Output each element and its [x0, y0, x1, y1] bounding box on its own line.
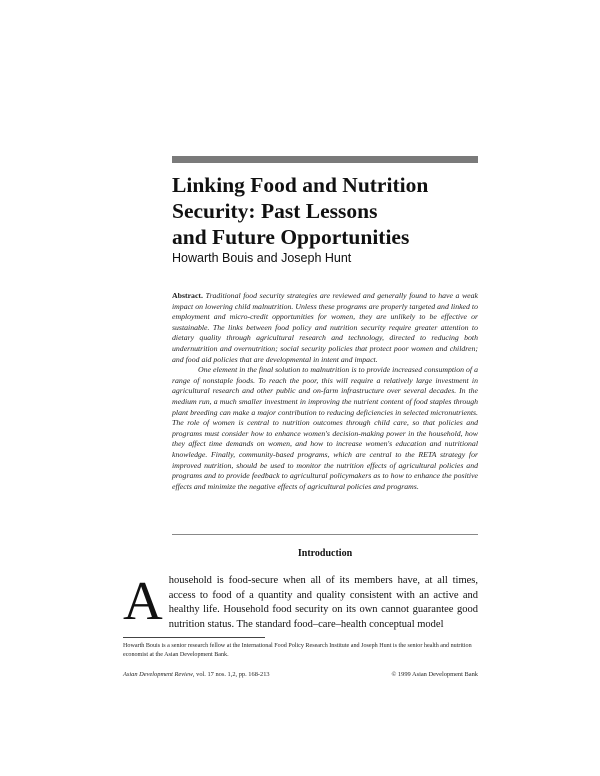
- citation-details: , vol. 17 nos. 1,2, pp. 168-213: [192, 671, 270, 678]
- footnote-rule: [123, 637, 265, 638]
- abstract-divider: [172, 534, 478, 535]
- introduction-paragraph: [123, 570, 478, 632]
- abstract-paragraph: [172, 291, 478, 365]
- article-title: [172, 172, 492, 250]
- journal-name: Asian Development Review: [123, 671, 193, 678]
- copyright-notice: © 1999 Asian Development Bank: [391, 671, 478, 678]
- drop-cap: A: [123, 570, 163, 631]
- abstract-text: Traditional food security strategies are reviewed and generally found to have a weak impact on lowering child malnutrition. Unless these programs are properly targeted and linked to employment and micro-credit opportunities for women, they are unlikely to be effective or sustainable. The links between food policy and nutrition security require greater attention to dietary quality through agricultural research and technology, directed to reducing both undernutrition and overnutrition; social security policies that protect poor women and children; and food aid policies that are developmental in intent and impact.: [172, 291, 478, 364]
- title-decorative-bar: [172, 156, 478, 163]
- abstract: [172, 291, 478, 492]
- title-line: Security: Past Lessons: [172, 199, 378, 223]
- journal-citation: [123, 671, 270, 678]
- section-heading: Introduction: [297, 548, 353, 559]
- author-footnote: Howarth Bouis is a senior research fellow at the International Food Policy Research Institute and Joseph Hunt is the senior health and nutrition economist at the Asian Development Bank.: [123, 643, 472, 658]
- title-line: and Future Opportunities: [172, 225, 410, 249]
- article-authors: Howarth Bouis and Joseph Hunt: [172, 251, 352, 265]
- title-line: Linking Food and Nutrition: [172, 173, 429, 197]
- introduction-text: household is food-secure when all of its members have, at all times, access to food of a quantity and quality consistent with an active and healthy life. Household food security on its own cannot guarantee good nutrition status. The standard food–care–health conceptual model: [168, 575, 478, 630]
- abstract-label: Abstract.: [172, 291, 203, 300]
- introduction-body: [123, 570, 478, 632]
- abstract-paragraph: One element in the final solution to malnutrition is to provide increased consumption of a range of nonstaple foods. To reach the poor, this will require a relatively large investment in agricultural research and other public and on-farm infrastructure over several decades. In the medium run, a much smaller investment in improving the nutrient content of food staples through plant breeding can make a major contribution to reducing deficiencies in selected micronutrients. The role of women is central to nutrition outcomes through child care, so that policies and programs must consider how to enhance women's decision-making power in the household, how they affect time demands on women, and how to increase women's education and nutritional knowledge. Finally, community-based programs, which are central to the RETA strategy for improved nutrition, should be used to monitor the nutrition effects of agricultural policies and programs and to provide feedback to agricultural policymakers as to how to enhance the positive effects and minimize the negative effects of agricultural policies and programs.: [172, 365, 478, 491]
